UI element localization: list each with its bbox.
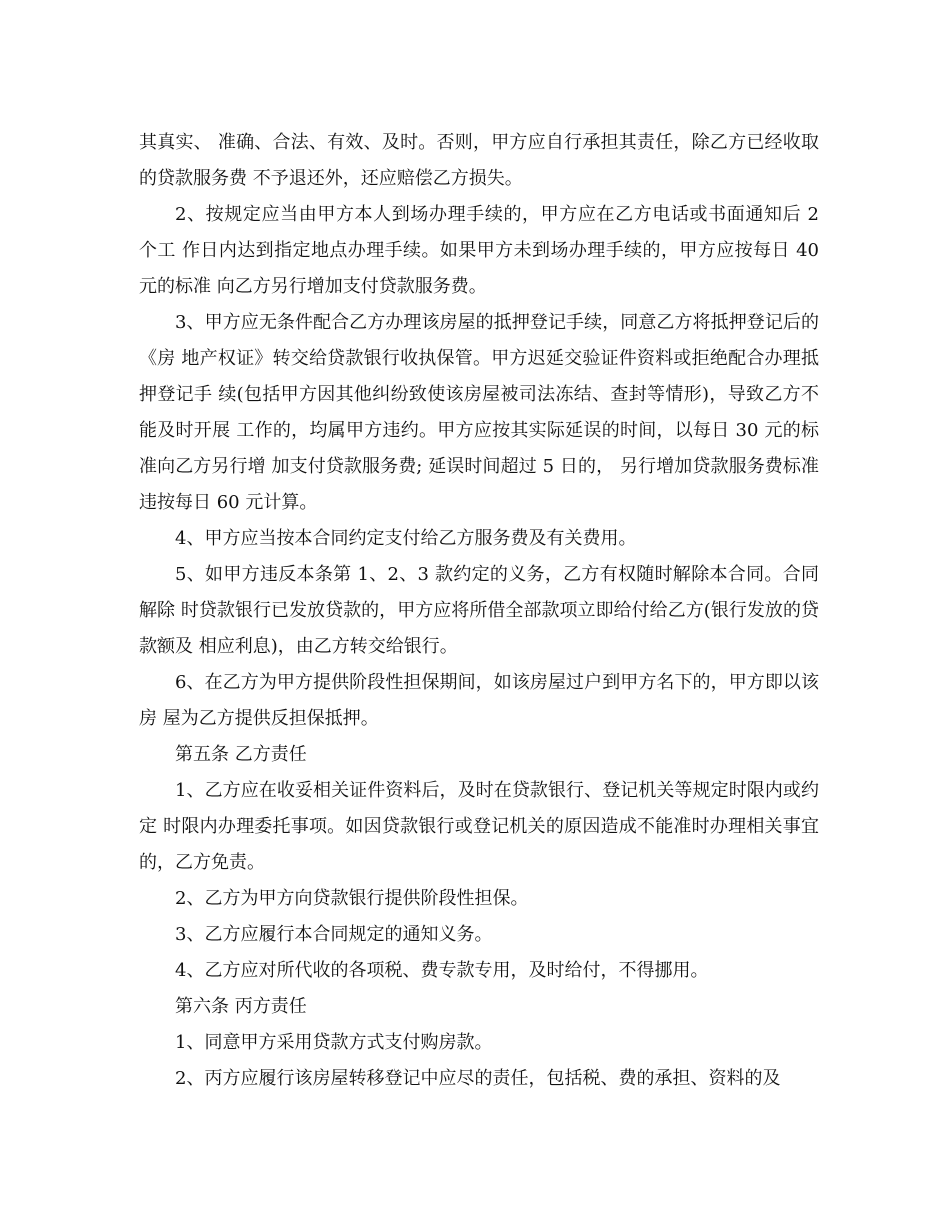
paragraph-article-5-clause-1: 1、乙方应在收妥相关证件资料后，及时在贷款银行、登记机关等规定时限内或约定 时限内办理委托事项。如因贷款银行或登记机关的原因造成不能准时办理相关事宜的，乙方免责。	[139, 780, 819, 873]
paragraph-article-5-clause-2: 2、乙方为甲方向贷款银行提供阶段性担保。	[175, 888, 529, 909]
paragraph-clause-6: 6、在乙方为甲方提供阶段性担保期间，如该房屋过户到甲方名下的，甲方即以该房 屋为乙方提供反担保抵押。	[139, 672, 819, 729]
document-body	[139, 125, 819, 1097]
paragraph-continued: 其真实、 准确、合法、有效、及时。否则，甲方应自行承担其责任，除乙方已经收取的贷款服务费 不予退还外，还应赔偿乙方损失。	[139, 132, 819, 189]
paragraph-clause-2: 2、按规定应当由甲方本人到场办理手续的，甲方应在乙方电话或书面通知后 2 个工 作日内达到指定地点办理手续。如果甲方未到场办理手续的，甲方应按每日 40 元的标准 向乙方另行增加支付贷款服务费。	[139, 204, 819, 297]
paragraph-article-6-clause-2: 2、丙方应履行该房屋转移登记中应尽的责任，包括税、费的承担、资料的及	[175, 1068, 781, 1089]
paragraph-clause-5: 5、如甲方违反本条第 1、2、3 款约定的义务，乙方有权随时解除本合同。合同解除 时贷款银行已发放贷款的，甲方应将所借全部款项立即给付给乙方(银行发放的贷款额及 相应利息)，由乙方转交给银行。	[139, 564, 819, 657]
paragraph-clause-3: 3、甲方应无条件配合乙方办理该房屋的抵押登记手续，同意乙方将抵押登记后的《房 地产权证》转交给贷款银行收执保管。甲方迟延交验证件资料或拒绝配合办理抵押登记手 续(包括甲方因其他纠纷致使该房屋被司法冻结、查封等情形)，导致乙方不能及时开展 工作的，均属甲方违约。甲方应按其实际延误的时间，以每日 30 元的标准向乙方另行增 加支付贷款服务费; 延误时间超过 5 日的， 另行增加贷款服务费标准违按每日 60 元计算。	[139, 312, 819, 513]
section-heading-article-6: 第六条 丙方责任	[175, 996, 307, 1017]
section-heading-article-5: 第五条 乙方责任	[175, 744, 307, 765]
paragraph-clause-4: 4、甲方应当按本合同约定支付给乙方服务费及有关费用。	[175, 528, 637, 549]
paragraph-article-5-clause-3: 3、乙方应履行本合同规定的通知义务。	[175, 924, 493, 945]
paragraph-article-6-clause-1: 1、同意甲方采用贷款方式支付购房款。	[175, 1032, 493, 1053]
paragraph-article-5-clause-4: 4、乙方应对所代收的各项税、费专款专用，及时给付，不得挪用。	[175, 960, 709, 981]
